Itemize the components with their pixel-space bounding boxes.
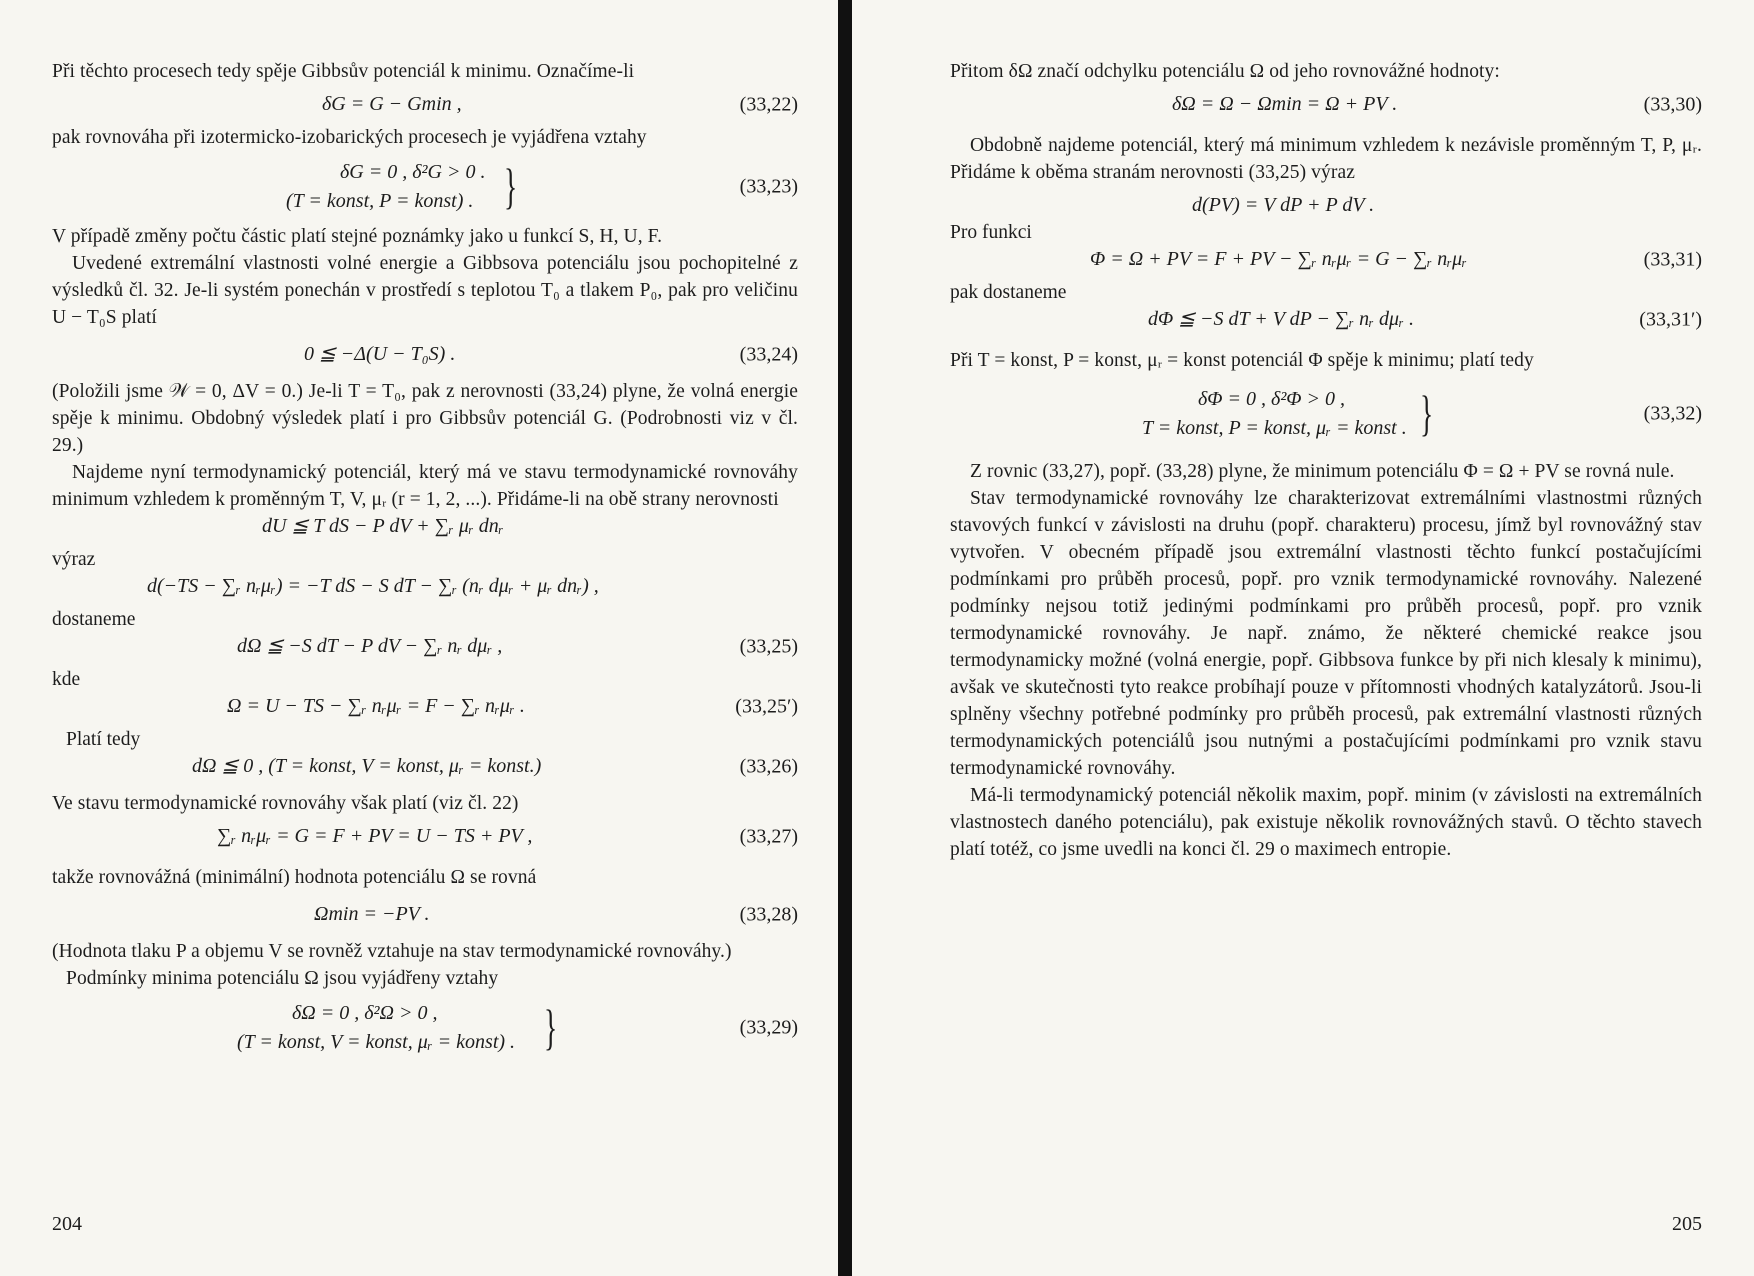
equation-line: (T = konst, P = konst) . (286, 190, 474, 212)
equation-33-22 (52, 91, 798, 118)
equation-dpv (950, 192, 1702, 219)
equation-expression: Ω = U − TS − ∑ᵣ nᵣμᵣ = F − ∑ᵣ nᵣμᵣ . (227, 695, 525, 717)
paragraph: Ve stavu termodynamické rovnováhy však platí (viz čl. 22) (52, 793, 519, 814)
page-number: 205 (1672, 1213, 1702, 1235)
equation-number: (33,24) (739, 343, 798, 365)
right-brace: } (544, 999, 558, 1055)
equation-33-25 (52, 633, 798, 660)
equation-line: (T = konst, V = konst, μᵣ = konst) . (237, 1031, 516, 1053)
equation-expression: d(PV) = V dP + P dV . (1192, 194, 1375, 216)
equation-number: (33,31) (1643, 248, 1702, 270)
paragraph: Podmínky minima potenciálu Ω jsou vyjádřeny vztahy (66, 968, 499, 989)
equation-number: (33,30) (1643, 93, 1702, 115)
label-dostaneme: dostaneme (52, 609, 136, 630)
left-page (0, 0, 838, 1276)
equation-expression: 0 ≦ −Δ(U − T₀S) . (304, 343, 456, 365)
equation-number: (33,25′) (735, 695, 798, 717)
equation-du (52, 513, 798, 540)
equation-line: δΩ = 0 , δ²Ω > 0 , (292, 1002, 438, 1024)
label-kde: kde (52, 669, 81, 690)
equation-expression: ∑ᵣ nᵣμᵣ = G = F + PV = U − TS + PV , (217, 825, 533, 847)
label-pak-dostaneme: pak dostaneme (950, 282, 1067, 303)
equation-33-24 (52, 341, 798, 368)
equation-line: δG = 0 , δ²G > 0 . (340, 161, 486, 183)
equation-expression: dΩ ≦ 0 , (T = konst, V = konst, μᵣ = konst.) (192, 755, 542, 777)
equation-number: (33,22) (739, 93, 798, 115)
paragraph: Při T = konst, P = konst, μᵣ = konst potenciál Φ spěje k minimu; platí tedy (950, 350, 1534, 371)
equation-number: (33,26) (739, 755, 798, 777)
equation-line: T = konst, P = konst, μᵣ = konst . (1142, 417, 1407, 439)
book-gutter (838, 0, 852, 1276)
equation-number: (33,29) (739, 1016, 798, 1039)
paragraph: Najdeme nyní termodynamický potenciál, který má ve stavu termodynamické rovnováhy minimum vzhledem k proměnným T, V, μᵣ (r = 1, 2, ...). Přidáme-li na obě strany nerovnosti (52, 462, 798, 510)
right-brace: } (504, 158, 518, 214)
paragraph: Přitom δΩ značí odchylku potenciálu Ω od jeho rovnovážné hodnoty: (950, 61, 1500, 82)
equation-expression: dΩ ≦ −S dT − P dV − ∑ᵣ nᵣ dμᵣ , (237, 635, 503, 657)
equation-expression: dU ≦ T dS − P dV + ∑ᵣ μᵣ dnᵣ (262, 515, 504, 537)
paragraph: Má-li termodynamický potenciál několik maxim, popř. minim (v závislosti na extremálních vlastnostech daného potenciálu), pak existuje několik rovnovážných stavů. O těchto stavech platí totéž, co jsme uvedli na konci čl. 29 o maximech entropie. (950, 785, 1702, 860)
equation-dts (52, 573, 798, 600)
equation-33-29 (52, 998, 798, 1058)
label-plati-tedy: Platí tedy (66, 729, 141, 750)
equation-number: (33,28) (739, 903, 798, 925)
equation-number: (33,25) (739, 635, 798, 657)
equation-33-26 (52, 753, 798, 780)
equation-33-28 (52, 901, 798, 928)
equation-expression: δΩ = Ω − Ωmin = Ω + PV . (1172, 93, 1398, 115)
equation-number: (33,23) (739, 175, 798, 198)
paragraph: pak rovnováha při izotermicko-izobarických procesech je vyjádřena vztahy (52, 127, 647, 148)
paragraph: (Hodnota tlaku P a objemu V se rovněž vztahuje na stav termodynamické rovnováhy.) (52, 941, 732, 962)
label-pro-funkci: Pro funkci (950, 222, 1032, 243)
equation-expression: δG = G − Gmin , (322, 93, 462, 115)
equation-33-31-prime (950, 306, 1702, 333)
label-vyraz: výraz (52, 549, 96, 570)
equation-33-30 (950, 91, 1702, 118)
paragraph: Uvedené extremální vlastnosti volné energie a Gibbsova potenciálu jsou pochopitelné z výsledků čl. 32. Je-li systém ponechán v prostředí s teplotou T₀ a tlakem P₀, pak pro veličinu U − T₀S platí (52, 253, 798, 328)
equation-33-31 (950, 246, 1702, 273)
equation-expression: Φ = Ω + PV = F + PV − ∑ᵣ nᵣμᵣ = G − ∑ᵣ nᵣμᵣ (1090, 248, 1468, 270)
equation-33-27 (52, 823, 798, 850)
paragraph: Obdobně najdeme potenciál, který má minimum vzhledem k nezávisle proměnným T, P, μᵣ. Přidáme k oběma stranám nerovnosti (33,25) výraz (950, 135, 1702, 183)
paragraph: takže rovnovážná (minimální) hodnota potenciálu Ω se rovná (52, 867, 537, 888)
equation-expression: d(−TS − ∑ᵣ nᵣμᵣ) = −T dS − S dT − ∑ᵣ (nᵣ dμᵣ + μᵣ dnᵣ) , (147, 575, 599, 597)
right-page (852, 0, 1754, 1276)
equation-number: (33,27) (739, 825, 798, 847)
paragraph: Při těchto procesech tedy spěje Gibbsův potenciál k minimu. Označíme-li (52, 61, 635, 82)
paragraph: Stav termodynamické rovnováhy lze charakterizovat extremálními vlastnostmi různých stavových funkcí v závislosti na druhu (popř. charakteru) procesu, jímž byl rovnovážný stav vytvořen. V obecném případě jsou extremální vlastnosti těchto funkcí postačujícími podmínkami pro průběh procesů, popř. pro vznik termodynamické rovnováhy. Nalezené podmínky nejsou totiž jedinými podmínkami pro průběh procesů, popř. pro vznik termodynamické rovnováhy. Je např. známo, že některé chemické reakce jsou termodynamicky možné (volná energie, popř. Gibbsova funkce by při nich klesaly k minimu), avšak ve skutečnosti tyto reakce probíhají pouze v přítomnosti vhodných katalyzátorů. Jsou-li splněny všechny potřebné podmínky pro průběh procesů, pak extremální vlastnosti různých termodynamických potenciálů jsou nutnými a postačujícími podmínkami pro vznik stavu termodynamické rovnováhy. (950, 488, 1702, 779)
paragraph: Z rovnic (33,27), popř. (33,28) plyne, že minimum potenciálu Φ = Ω + PV se rovná nule. (970, 461, 1675, 482)
right-brace: } (1420, 385, 1434, 441)
equation-33-32 (950, 384, 1702, 444)
page-number: 204 (52, 1213, 82, 1235)
equation-line: δΦ = 0 , δ²Φ > 0 , (1198, 388, 1346, 410)
equation-expression: Ωmin = −PV . (314, 903, 430, 925)
equation-expression: dΦ ≦ −S dT + V dP − ∑ᵣ nᵣ dμᵣ . (1148, 308, 1415, 330)
equation-33-23 (52, 157, 798, 217)
equation-number: (33,31′) (1639, 308, 1702, 330)
equation-33-25-prime (52, 693, 798, 720)
paragraph: (Položili jsme 𝒲 = 0, ΔV = 0.) Je-li T = T₀, pak z nerovnosti (33,24) plyne, že volná energie spěje k minimu. Obdobný výsledek platí i pro Gibbsův potenciál G. (Podrobnosti viz v čl. 29.) (52, 381, 798, 456)
equation-number: (33,32) (1643, 402, 1702, 425)
paragraph: V případě změny počtu částic platí stejné poznámky jako u funkcí S, H, U, F. (52, 226, 663, 247)
